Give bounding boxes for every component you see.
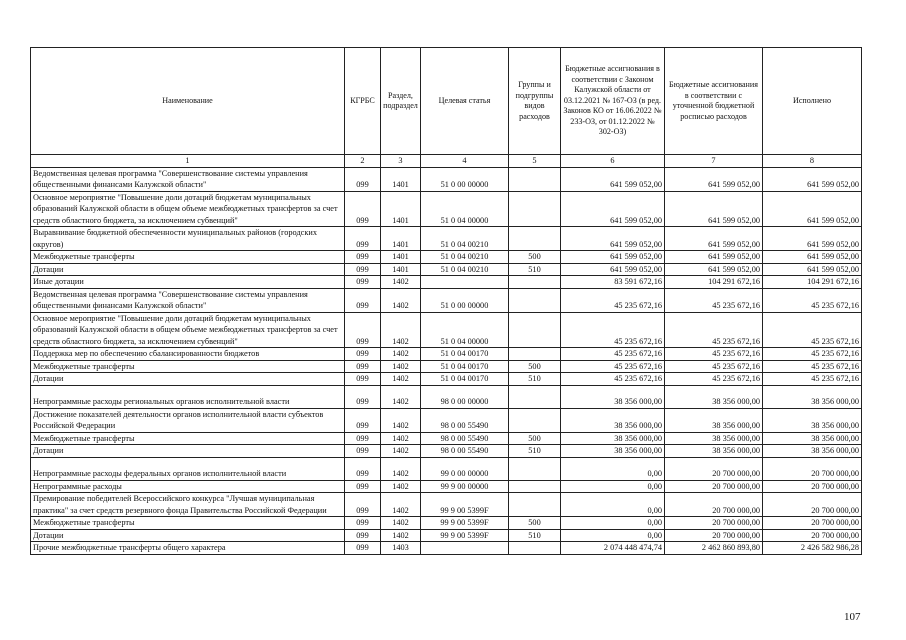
row-value-refined: 45 235 672,16 (665, 288, 763, 312)
row-kgrbs: 099 (345, 191, 381, 227)
row-group (509, 493, 561, 517)
column-number-row (31, 155, 862, 168)
row-name: Поддержка мер по обеспечению сбалансированности бюджетов (31, 348, 345, 361)
row-value-executed: 38 356 000,00 (763, 445, 862, 458)
row-value-law: 38 356 000,00 (561, 385, 665, 408)
row-value-refined: 38 356 000,00 (665, 445, 763, 458)
row-value-executed: 104 291 672,16 (763, 276, 862, 289)
row-name: Ведомственная целевая программа "Совершенствование системы управления общественными финансами Калужской области" (31, 288, 345, 312)
header-col6: Бюджетные ассигнования в соответствии с Законом Калужской области от 03.12.2021 № 167-ОЗ (в ред. Законов КО от 16.06.2022 № 233-ОЗ, от 01.12.2022 № 302-ОЗ) (561, 48, 665, 155)
table-row (31, 360, 862, 373)
row-value-law: 83 591 672,16 (561, 276, 665, 289)
row-value-executed: 38 356 000,00 (763, 408, 862, 432)
row-value-law: 38 356 000,00 (561, 432, 665, 445)
row-value-refined: 20 700 000,00 (665, 517, 763, 530)
row-name: Межбюджетные трансферты (31, 251, 345, 264)
column-number: 5 (509, 155, 561, 168)
row-target: 51 0 00 00000 (421, 288, 509, 312)
row-name: Дотации (31, 445, 345, 458)
row-target: 51 0 04 00210 (421, 263, 509, 276)
page-number: 107 (844, 611, 861, 623)
table-row (31, 251, 862, 264)
row-section: 1402 (381, 493, 421, 517)
header-target: Целевая статья (421, 48, 509, 155)
row-kgrbs: 099 (345, 432, 381, 445)
row-section: 1402 (381, 529, 421, 542)
row-value-executed: 2 426 582 986,28 (763, 542, 862, 555)
row-value-executed: 641 599 052,00 (763, 191, 862, 227)
table-row (31, 445, 862, 458)
row-value-refined: 2 462 860 893,80 (665, 542, 763, 555)
column-number: 1 (31, 155, 345, 168)
row-name: Непрограммные расходы федеральных органов исполнительной власти (31, 457, 345, 480)
row-value-executed: 20 700 000,00 (763, 493, 862, 517)
row-target: 99 9 00 5399F (421, 529, 509, 542)
row-value-refined: 20 700 000,00 (665, 529, 763, 542)
header-group: Группы и подгруппы видов расходов (509, 48, 561, 155)
row-value-refined: 45 235 672,16 (665, 360, 763, 373)
row-target: 98 0 00 00000 (421, 385, 509, 408)
row-value-executed: 641 599 052,00 (763, 167, 862, 191)
row-target: 51 0 04 00170 (421, 360, 509, 373)
row-value-executed: 641 599 052,00 (763, 227, 862, 251)
row-group: 500 (509, 517, 561, 530)
row-kgrbs: 099 (345, 227, 381, 251)
row-kgrbs: 099 (345, 457, 381, 480)
row-value-refined: 38 356 000,00 (665, 432, 763, 445)
row-name: Выравнивание бюджетной обеспеченности муниципальных районов (городских округов) (31, 227, 345, 251)
row-value-executed: 641 599 052,00 (763, 263, 862, 276)
header-row (31, 48, 862, 155)
row-section: 1401 (381, 167, 421, 191)
row-group (509, 312, 561, 348)
row-value-refined: 20 700 000,00 (665, 480, 763, 493)
row-name: Межбюджетные трансферты (31, 432, 345, 445)
header-name: Наименование (31, 48, 345, 155)
row-value-executed: 38 356 000,00 (763, 432, 862, 445)
row-target: 98 0 00 55490 (421, 445, 509, 458)
budget-table (30, 47, 862, 555)
row-name: Премирование победителей Всероссийского конкурса "Лучшая муниципальная практика" за счет средств резервного фонда Правительства Российской Федерации (31, 493, 345, 517)
row-group: 500 (509, 360, 561, 373)
row-value-refined: 641 599 052,00 (665, 263, 763, 276)
table-row (31, 263, 862, 276)
row-group (509, 191, 561, 227)
row-group: 510 (509, 263, 561, 276)
row-name: Прочие межбюджетные трансферты общего характера (31, 542, 345, 555)
header-col7: Бюджетные ассигнования в соответствии с уточненной бюджетной росписью расходов (665, 48, 763, 155)
column-number: 8 (763, 155, 862, 168)
row-value-refined: 38 356 000,00 (665, 385, 763, 408)
row-section: 1402 (381, 348, 421, 361)
row-value-law: 641 599 052,00 (561, 191, 665, 227)
column-number: 7 (665, 155, 763, 168)
row-value-law: 0,00 (561, 480, 665, 493)
row-kgrbs: 099 (345, 360, 381, 373)
row-value-executed: 45 235 672,16 (763, 288, 862, 312)
table-row (31, 517, 862, 530)
row-value-law: 0,00 (561, 529, 665, 542)
row-value-refined: 20 700 000,00 (665, 493, 763, 517)
row-value-refined: 104 291 672,16 (665, 276, 763, 289)
row-kgrbs: 099 (345, 493, 381, 517)
row-section: 1401 (381, 191, 421, 227)
row-value-refined: 45 235 672,16 (665, 373, 763, 386)
table-row (31, 493, 862, 517)
row-kgrbs: 099 (345, 251, 381, 264)
row-group (509, 457, 561, 480)
row-target (421, 542, 509, 555)
row-value-law: 641 599 052,00 (561, 167, 665, 191)
table-row (31, 348, 862, 361)
header-kgrbs: КГРБС (345, 48, 381, 155)
table-row (31, 480, 862, 493)
row-value-refined: 20 700 000,00 (665, 457, 763, 480)
row-section: 1402 (381, 312, 421, 348)
row-section: 1402 (381, 288, 421, 312)
row-section: 1402 (381, 457, 421, 480)
row-target: 51 0 04 00210 (421, 227, 509, 251)
row-value-law: 38 356 000,00 (561, 408, 665, 432)
row-name: Межбюджетные трансферты (31, 517, 345, 530)
table-row (31, 457, 862, 480)
row-group (509, 348, 561, 361)
row-target: 51 0 04 00170 (421, 348, 509, 361)
row-value-law: 45 235 672,16 (561, 348, 665, 361)
row-value-law: 0,00 (561, 457, 665, 480)
row-name: Ведомственная целевая программа "Совершенствование системы управления общественными финансами Калужской области" (31, 167, 345, 191)
row-target: 99 9 00 5399F (421, 517, 509, 530)
row-kgrbs: 099 (345, 263, 381, 276)
row-value-executed: 45 235 672,16 (763, 312, 862, 348)
row-kgrbs: 099 (345, 288, 381, 312)
table-row (31, 373, 862, 386)
row-value-law: 45 235 672,16 (561, 373, 665, 386)
row-target: 98 0 00 55490 (421, 408, 509, 432)
column-number: 4 (421, 155, 509, 168)
row-target: 99 9 00 00000 (421, 480, 509, 493)
row-target: 51 0 04 00000 (421, 312, 509, 348)
row-target: 51 0 04 00000 (421, 191, 509, 227)
row-group (509, 542, 561, 555)
column-number: 2 (345, 155, 381, 168)
row-value-executed: 45 235 672,16 (763, 360, 862, 373)
row-section: 1401 (381, 263, 421, 276)
row-target: 98 0 00 55490 (421, 432, 509, 445)
row-group: 500 (509, 251, 561, 264)
row-kgrbs: 099 (345, 408, 381, 432)
table-row (31, 312, 862, 348)
row-value-executed: 20 700 000,00 (763, 529, 862, 542)
row-name: Иные дотации (31, 276, 345, 289)
row-value-law: 45 235 672,16 (561, 312, 665, 348)
table-row (31, 432, 862, 445)
row-section: 1402 (381, 276, 421, 289)
row-target: 51 0 00 00000 (421, 167, 509, 191)
row-target: 99 0 00 00000 (421, 457, 509, 480)
row-value-executed: 20 700 000,00 (763, 457, 862, 480)
row-group (509, 480, 561, 493)
row-target: 99 9 00 5399F (421, 493, 509, 517)
row-name: Дотации (31, 263, 345, 276)
row-group (509, 385, 561, 408)
row-section: 1402 (381, 373, 421, 386)
row-value-refined: 641 599 052,00 (665, 191, 763, 227)
table-row (31, 542, 862, 555)
row-section: 1402 (381, 480, 421, 493)
row-value-law: 38 356 000,00 (561, 445, 665, 458)
row-value-law: 641 599 052,00 (561, 263, 665, 276)
row-value-executed: 641 599 052,00 (763, 251, 862, 264)
row-value-executed: 20 700 000,00 (763, 517, 862, 530)
row-name: Дотации (31, 373, 345, 386)
row-section: 1401 (381, 251, 421, 264)
row-kgrbs: 099 (345, 276, 381, 289)
table-row (31, 288, 862, 312)
row-value-refined: 38 356 000,00 (665, 408, 763, 432)
table-row (31, 276, 862, 289)
row-name: Достижение показателей деятельности органов исполнительной власти субъектов Российской Федерации (31, 408, 345, 432)
row-name: Непрограммные расходы региональных органов исполнительной власти (31, 385, 345, 408)
row-section: 1403 (381, 542, 421, 555)
row-value-law: 2 074 448 474,74 (561, 542, 665, 555)
row-name: Непрограммные расходы (31, 480, 345, 493)
row-group (509, 276, 561, 289)
column-number: 3 (381, 155, 421, 168)
row-value-law: 45 235 672,16 (561, 288, 665, 312)
table-row (31, 227, 862, 251)
row-section: 1402 (381, 445, 421, 458)
table-row (31, 191, 862, 227)
table-body (31, 167, 862, 554)
table-row (31, 408, 862, 432)
row-group: 510 (509, 373, 561, 386)
row-kgrbs: 099 (345, 348, 381, 361)
row-value-refined: 45 235 672,16 (665, 312, 763, 348)
row-kgrbs: 099 (345, 480, 381, 493)
row-section: 1402 (381, 408, 421, 432)
row-group (509, 227, 561, 251)
row-name: Межбюджетные трансферты (31, 360, 345, 373)
row-value-law: 641 599 052,00 (561, 251, 665, 264)
row-kgrbs: 099 (345, 167, 381, 191)
row-name: Основное мероприятие "Повышение доли дотаций бюджетам муниципальных образований Калужской области в общем объеме межбюджетных трансфертов за счет средств областного бюджета, за исключением субвенций" (31, 312, 345, 348)
row-section: 1402 (381, 517, 421, 530)
row-target: 51 0 04 00170 (421, 373, 509, 386)
row-value-law: 0,00 (561, 517, 665, 530)
row-kgrbs: 099 (345, 517, 381, 530)
row-value-executed: 38 356 000,00 (763, 385, 862, 408)
row-group: 510 (509, 529, 561, 542)
row-group: 500 (509, 432, 561, 445)
row-section: 1401 (381, 227, 421, 251)
row-name: Основное мероприятие "Повышение доли дотаций бюджетам муниципальных образований Калужской области в общем объеме межбюджетных трансфертов за счет средств областного бюджета, за исключением субвенций" (31, 191, 345, 227)
row-kgrbs: 099 (345, 373, 381, 386)
row-section: 1402 (381, 385, 421, 408)
row-target: 51 0 04 00210 (421, 251, 509, 264)
row-section: 1402 (381, 432, 421, 445)
row-kgrbs: 099 (345, 529, 381, 542)
row-section: 1402 (381, 360, 421, 373)
row-value-law: 641 599 052,00 (561, 227, 665, 251)
row-value-refined: 641 599 052,00 (665, 227, 763, 251)
header-section: Раздел, подраздел (381, 48, 421, 155)
row-value-executed: 45 235 672,16 (763, 373, 862, 386)
row-group (509, 288, 561, 312)
row-kgrbs: 099 (345, 385, 381, 408)
row-kgrbs: 099 (345, 542, 381, 555)
table-row (31, 167, 862, 191)
table-row (31, 385, 862, 408)
row-value-refined: 641 599 052,00 (665, 251, 763, 264)
row-value-executed: 45 235 672,16 (763, 348, 862, 361)
header-col8: Исполнено (763, 48, 862, 155)
row-group: 510 (509, 445, 561, 458)
table-row (31, 529, 862, 542)
column-number: 6 (561, 155, 665, 168)
row-value-law: 45 235 672,16 (561, 360, 665, 373)
row-group (509, 167, 561, 191)
row-kgrbs: 099 (345, 445, 381, 458)
row-value-law: 0,00 (561, 493, 665, 517)
row-target (421, 276, 509, 289)
row-name: Дотации (31, 529, 345, 542)
row-value-refined: 45 235 672,16 (665, 348, 763, 361)
row-value-executed: 20 700 000,00 (763, 480, 862, 493)
row-kgrbs: 099 (345, 312, 381, 348)
row-value-refined: 641 599 052,00 (665, 167, 763, 191)
row-group (509, 408, 561, 432)
